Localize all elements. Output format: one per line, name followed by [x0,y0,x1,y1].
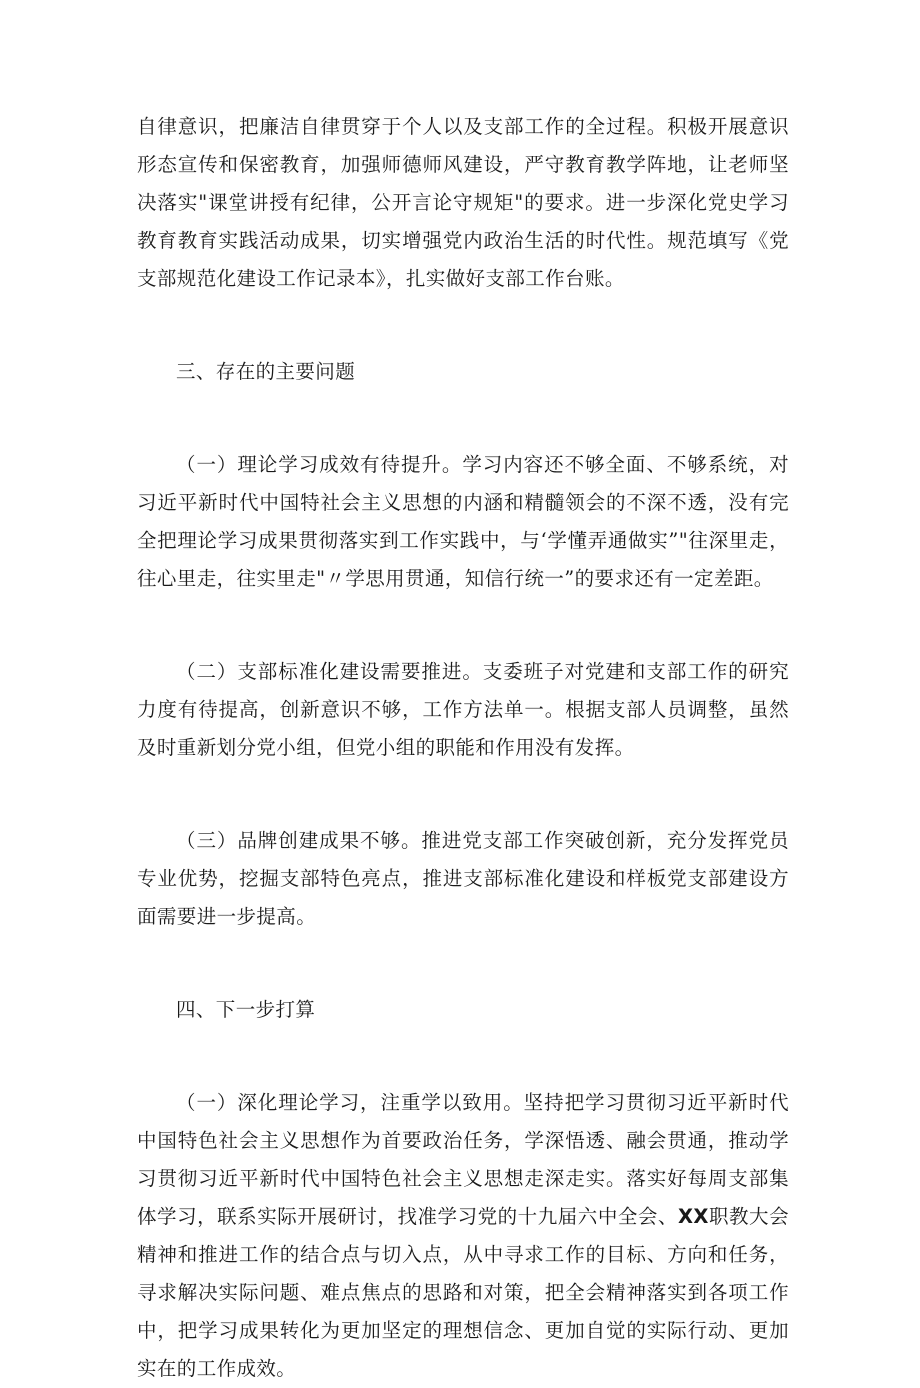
section-3-item-1: （一）理论学习成效有待提升。学习内容还不够全面、不够系统，对习近平新时代中国特社会主义思想的内涵和精髓领会的不深不透，没有完全把理论学习成果贯彻落实到工作实践中，与‘学懂弄通做实”"往深里走，往心里走，往实里走"〃学思用贯通，知信行统一”的要求还有一定差距。 [137,453,789,590]
paragraph-gap [137,391,789,446]
paragraph-gap [137,298,789,353]
section-4-item-1-text-a: （一）深化理论学习，注重学以致用。坚持把学习贯彻习近平新时代中国特色社会主义思想作为首要政治任务，学深悟透、融会贯通，推动学习贯彻习近平新时代中国特色社会主义思想走深走实。落实好每周支部集体学习，联系实际开展研讨，找准学习党的十九届六中全会、 [137,1091,789,1228]
section-4-item-1 [137,1084,789,1388]
section-4-item-1-xx: XX [677,1205,709,1228]
paragraph-gap [137,598,789,653]
section-4-heading: 四、下一步打算 [176,998,316,1021]
section-4-item-1-text-b: 职教大会精神和推进工作的结合点与切入点，从中寻求工作的目标、方向和任务，寻求解决实际问题、难点焦点的思路和对策，把全会精神落实到各项工作中，把学习成果转化为更加坚定的理想信念、更加自觉的实际行动、更加实在的工作成效。 [137,1205,789,1380]
section-3-heading: 三、存在的主要问题 [176,360,356,383]
paragraph-gap [137,1029,789,1084]
section-3-item-3: （三）品牌创建成果不够。推进党支部工作突破创新，充分发挥党员专业优势，挖掘支部特色亮点，推进支部标准化建设和样板党支部建设方面需要进一步提高。 [137,829,789,928]
paragraph-gap [137,767,789,822]
document-body [137,108,789,1388]
paragraph-gap [137,936,789,991]
intro-paragraph: 自律意识，把廉洁自律贯穿于个人以及支部工作的全过程。积极开展意识形态宣传和保密教育，加强师德师风建设，严守教育教学阵地，让老师坚决落实"课堂讲授有纪律，公开言论守规矩"的要求。进一步深化党史学习教育教育实践活动成果，切实增强党内政治生活的时代性。规范填写《党支部规范化建设工作记录本》，扎实做好支部工作台账。 [137,115,789,290]
section-3-item-2: （二）支部标准化建设需要推进。支委班子对党建和支部工作的研究力度有待提高，创新意识不够，工作方法单一。根据支部人员调整，虽然及时重新划分党小组，但党小组的职能和作用没有发挥。 [137,660,789,759]
